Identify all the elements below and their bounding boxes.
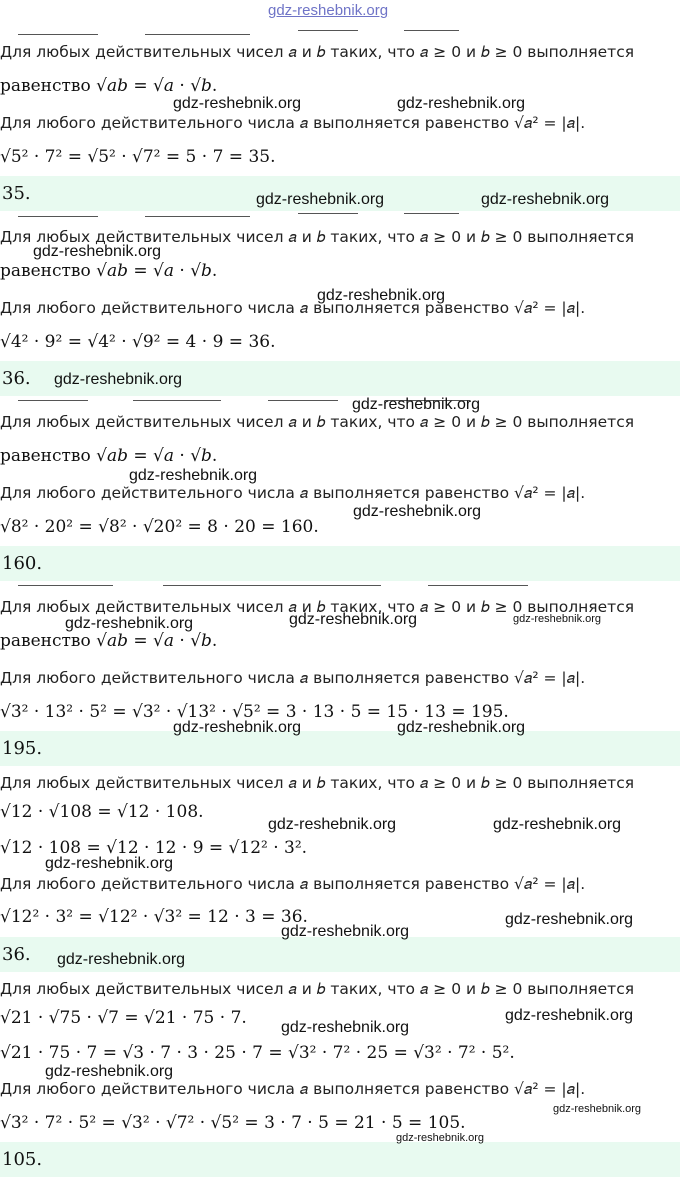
rule-product-text: Для любых действительных чисел 𝑎 и 𝑏 таких, что 𝑎 ≥ 0 и 𝑏 ≥ 0 выполняется — [0, 980, 635, 998]
rule-product-formula: равенство √𝑎𝑏 = √𝑎 · √𝑏. — [0, 446, 218, 466]
watermark: gdz-reshebnik.org — [54, 371, 183, 388]
solution-formula: √3² · 7² · 5² = √3² · √7² · √5² = 3 · 7 · 5 = 21 · 5 = 105. — [0, 1113, 466, 1133]
watermark: gdz-reshebnik.org — [397, 719, 526, 736]
answer-value: 35. — [2, 183, 31, 204]
rule-product-formula: равенство √𝑎𝑏 = √𝑎 · √𝑏. — [0, 76, 218, 96]
watermark: gdz-reshebnik.org — [268, 816, 397, 833]
sqrt-overline — [18, 216, 98, 217]
watermark: gdz-reshebnik.org — [281, 923, 410, 940]
answer-bar — [0, 731, 680, 766]
rule-square-text: Для любого действительного числа 𝑎 выполняется равенство √𝑎² = |𝑎|. — [0, 669, 586, 687]
rule-product-formula: равенство √𝑎𝑏 = √𝑎 · √𝑏. — [0, 261, 218, 281]
watermark: gdz-reshebnik.org — [493, 816, 622, 833]
solution-formula: √12² · 3² = √12² · √3² = 12 · 3 = 36. — [0, 907, 308, 927]
sqrt-overline — [133, 400, 221, 401]
factor-step-formula: √12 · 108 = √12 · 12 · 9 = √12² · 3². — [0, 838, 308, 858]
watermark: gdz-reshebnik.org — [353, 503, 482, 520]
watermark: gdz-reshebnik.org — [289, 611, 418, 628]
watermark: gdz-reshebnik.org — [352, 396, 481, 413]
watermark: gdz-reshebnik.org — [317, 287, 446, 304]
answer-value: 195. — [2, 738, 43, 759]
watermark: gdz-reshebnik.org — [65, 615, 194, 632]
answer-value: 160. — [2, 553, 43, 574]
answer-value: 105. — [2, 1149, 43, 1170]
watermark: gdz-reshebnik.org — [553, 1103, 642, 1115]
factor-step-formula: √21 · 75 · 7 = √3 · 7 · 3 · 25 · 7 = √3² · 7² · 25 = √3² · 7² · 5². — [0, 1043, 515, 1063]
answer-bar — [0, 1142, 680, 1177]
solution-formula: √3² · 13² · 5² = √3² · √13² · √5² = 3 · 13 · 5 = 15 · 13 = 195. — [0, 702, 509, 722]
watermark: gdz-reshebnik.org — [281, 1019, 410, 1036]
rule-product-text: Для любых действительных чисел 𝑎 и 𝑏 таких, что 𝑎 ≥ 0 и 𝑏 ≥ 0 выполняется — [0, 228, 635, 246]
sqrt-overline — [298, 213, 358, 214]
sqrt-overline — [268, 400, 338, 401]
solution-formula: √8² · 20² = √8² · √20² = 8 · 20 = 160. — [0, 517, 319, 537]
sqrt-overline — [145, 216, 250, 217]
watermark: gdz-reshebnik.org — [129, 467, 258, 484]
product-step-formula: √12 · √108 = √12 · 108. — [0, 802, 204, 822]
watermark: gdz-reshebnik.org — [505, 911, 634, 928]
answer-value: 36. — [2, 944, 31, 965]
sqrt-overline — [428, 585, 528, 586]
rule-product-text: Для любых действительных чисел 𝑎 и 𝑏 таких, что 𝑎 ≥ 0 и 𝑏 ≥ 0 выполняется — [0, 774, 635, 792]
solution-formula: √5² · 7² = √5² · √7² = 5 · 7 = 35. — [0, 147, 276, 167]
rule-square-text: Для любого действительного числа 𝑎 выполняется равенство √𝑎² = |𝑎|. — [0, 299, 586, 317]
sqrt-overline — [18, 34, 98, 35]
watermark: gdz-reshebnik.org — [256, 191, 385, 208]
watermark: gdz-reshebnik.org — [513, 613, 602, 625]
product-step-formula: √21 · √75 · √7 = √21 · 75 · 7. — [0, 1008, 247, 1028]
sqrt-overline — [298, 30, 358, 31]
rule-square-text: Для любого действительного числа 𝑎 выполняется равенство √𝑎² = |𝑎|. — [0, 114, 586, 132]
watermark: gdz-reshebnik.org — [45, 1063, 174, 1080]
solution-formula: √4² · 9² = √4² · √9² = 4 · 9 = 36. — [0, 332, 276, 352]
watermark: gdz-reshebnik.org — [33, 243, 162, 260]
watermark: gdz-reshebnik.org — [396, 1132, 485, 1144]
rule-product-formula: равенство √𝑎𝑏 = √𝑎 · √𝑏. — [0, 631, 218, 651]
rule-product-text: Для любых действительных чисел 𝑎 и 𝑏 таких, что 𝑎 ≥ 0 и 𝑏 ≥ 0 выполняется — [0, 43, 635, 61]
rule-product-text: Для любых действительных чисел 𝑎 и 𝑏 таких, что 𝑎 ≥ 0 и 𝑏 ≥ 0 выполняется — [0, 598, 635, 616]
rule-square-text: Для любого действительного числа 𝑎 выполняется равенство √𝑎² = |𝑎|. — [0, 1080, 586, 1098]
rule-square-text: Для любого действительного числа 𝑎 выполняется равенство √𝑎² = |𝑎|. — [0, 484, 586, 502]
watermark: gdz-reshebnik.org — [57, 951, 186, 968]
watermark: gdz-reshebnik.org — [173, 719, 302, 736]
sqrt-overline — [404, 213, 459, 214]
sqrt-overline — [145, 34, 250, 35]
rule-square-text: Для любого действительного числа 𝑎 выполняется равенство √𝑎² = |𝑎|. — [0, 875, 586, 893]
answer-bar — [0, 546, 680, 581]
watermark: gdz-reshebnik.org — [481, 191, 610, 208]
watermark: gdz-reshebnik.org — [397, 95, 526, 112]
watermark: gdz-reshebnik.org — [505, 1007, 634, 1024]
rule-product-text: Для любых действительных чисел 𝑎 и 𝑏 таких, что 𝑎 ≥ 0 и 𝑏 ≥ 0 выполняется — [0, 413, 635, 431]
sqrt-overline — [163, 585, 381, 586]
sqrt-overline — [18, 400, 88, 401]
watermark: gdz-reshebnik.org — [173, 95, 302, 112]
site-watermark-link[interactable]: gdz-reshebnik.org — [268, 2, 389, 19]
sqrt-overline — [404, 30, 459, 31]
watermark: gdz-reshebnik.org — [45, 855, 174, 872]
answer-value: 36. — [2, 368, 31, 389]
sqrt-overline — [18, 585, 113, 586]
